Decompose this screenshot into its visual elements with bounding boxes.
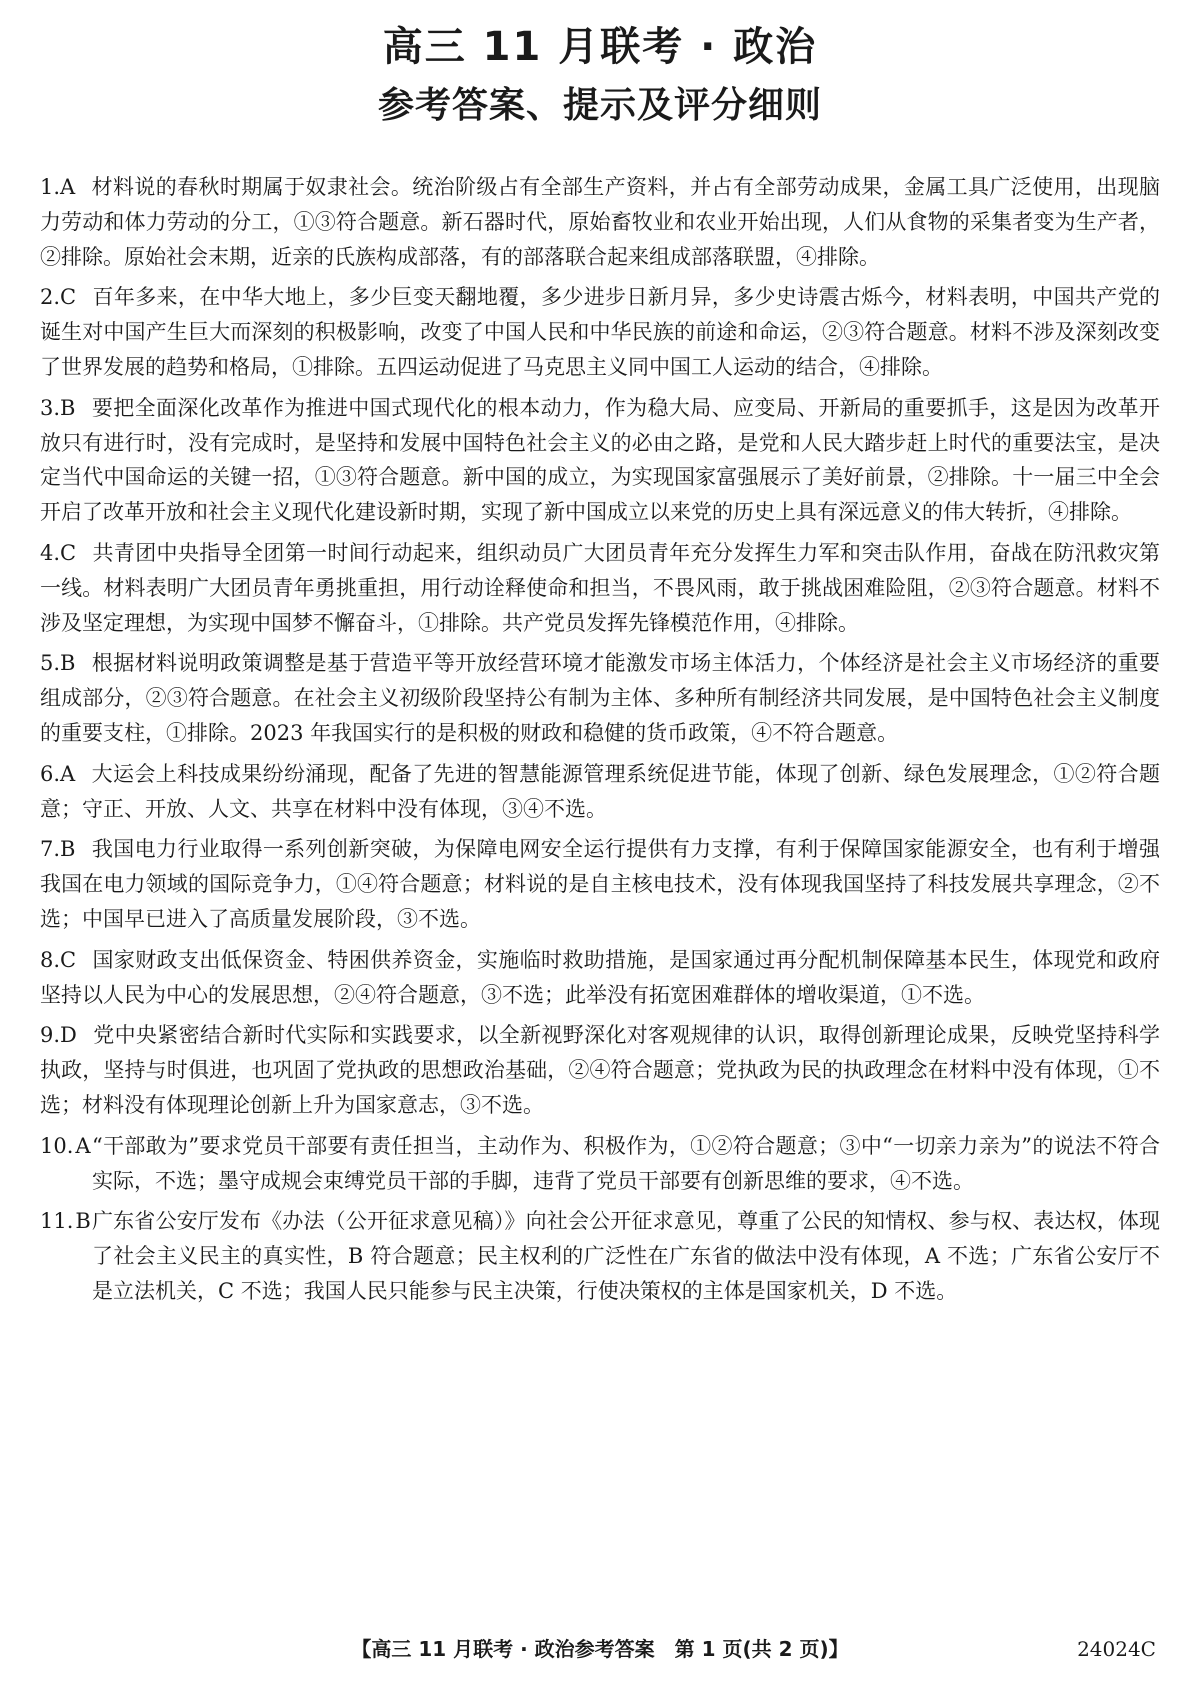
- footer-label: 【高三 11 月联考 · 政治参考答案 第 1 页(共 2 页)】: [351, 1637, 849, 1661]
- answer-letter: C: [60, 540, 77, 565]
- answer-item-3: [40, 391, 1160, 530]
- answer-letter: A: [75, 1133, 91, 1158]
- answer-letter: B: [60, 395, 76, 420]
- answer-item-9: [40, 1018, 1160, 1122]
- answer-explanation: 根据材料说明政策调整是基于营造平等开放经营环境才能激发市场主体活力，个体经济是社会主义市场经济的重要组成部分，②③符合题意。在社会主义初级阶段坚持公有制为主体、多种所有制经济共同发展，是中国特色社会主义制度的重要支柱，①排除。2023 年我国实行的是积极的财政和稳健的货币政策，④不符合题意。: [40, 651, 1160, 745]
- answer-item-7: [40, 832, 1160, 936]
- answer-letter: B: [75, 1209, 91, 1234]
- answer-number: 7.: [40, 837, 61, 862]
- answer-letter: D: [60, 1023, 77, 1048]
- answer-number: 4.: [40, 540, 61, 565]
- answer-explanation: 材料说的春秋时期属于奴隶社会。统治阶级占有全部生产资料，并占有全部劳动成果，金属工具广泛使用，出现脑力劳动和体力劳动的分工，①③符合题意。新石器时代，原始畜牧业和农业开始出现，人们从食物的采集者变为生产者，②排除。原始社会末期，近亲的氏族构成部落，有的部落联合起来组成部落联盟，④排除。: [40, 175, 1160, 269]
- answer-item-10: [40, 1129, 1160, 1199]
- answer-explanation: 党中央紧密结合新时代实际和实践要求，以全新视野深化对客观规律的认识，取得创新理论成果，反映党坚持科学执政，坚持与时俱进，也巩固了党执政的思想政治基础，②④符合题意；党执政为民的执政理念在材料中没有体现，①不选；材料没有体现理论创新上升为国家意志，③不选。: [40, 1023, 1160, 1117]
- answer-explanation: 共青团中央指导全团第一时间行动起来，组织动员广大团员青年充分发挥生力军和突击队作用，奋战在防汛救灾第一线。材料表明广大团员青年勇挑重担，用行动诠释使命和担当，不畏风雨，敢于挑战困难险阻，②③符合题意。材料不涉及坚定理想，为实现中国梦不懈奋斗，①排除。共产党员发挥先锋模范作用，④排除。: [40, 540, 1160, 635]
- answer-list: [40, 170, 1160, 1315]
- answer-number: 10.: [40, 1133, 74, 1158]
- answer-number: 1.: [40, 175, 61, 199]
- answer-letter: C: [60, 947, 77, 972]
- answer-explanation: 要把全面深化改革作为推进中国式现代化的根本动力，作为稳大局、应变局、开新局的重要抓手，这是因为改革开放只有进行时，没有完成时，是坚持和发展中国特色社会主义的必由之路，是党和人民大踏步赶上时代的重要法宝，是决定当代中国命运的关键一招，①③符合题意。新中国的成立，为实现国家富强展示了美好前景，②排除。十一届三中全会开启了改革开放和社会主义现代化建设新时期，实现了新中国成立以来党的历史上具有深远意义的伟大转折，④排除。: [40, 395, 1160, 525]
- page-title: 高三 11 月联考 · 政治: [382, 24, 818, 70]
- answer-explanation: “干部敢为”要求党员干部要有责任担当，主动作为、积极作为，①②符合题意；③中“一切亲力亲为”的说法不符合实际，不选；墨守成规会束缚党员干部的手脚，违背了党员干部要有创新思维的要求，④不选。: [92, 1133, 1160, 1193]
- answer-number: 9.: [40, 1023, 61, 1048]
- footer-code: 24024C: [1077, 1637, 1156, 1661]
- answer-number: 11.: [40, 1209, 74, 1234]
- answer-number: 6.: [40, 761, 61, 786]
- answer-letter: A: [60, 761, 76, 786]
- answer-number: 5.: [40, 651, 61, 676]
- answer-number: 8.: [40, 947, 61, 972]
- page-subtitle: 参考答案、提示及评分细则: [377, 85, 822, 126]
- answer-explanation: 广东省公安厅发布《办法（公开征求意见稿）》向社会公开征求意见，尊重了公民的知情权、参与权、表达权，体现了社会主义民主的真实性，B 符合题意；民主权利的广泛性在广东省的做法中没有体现，A 不选；广东省公安厅不是立法机关，C 不选；我国人民只能参与民主决策，行使决策权的主体是国家机关，D 不选。: [92, 1209, 1160, 1303]
- answer-number: 2.: [40, 285, 61, 310]
- answer-item-8: [40, 943, 1160, 1013]
- answer-explanation: 大运会上科技成果纷纷涌现，配备了先进的智慧能源管理系统促进节能，体现了创新、绿色发展理念，①②符合题意；守正、开放、人文、共享在材料中没有体现，③④不选。: [40, 761, 1160, 821]
- answer-letter: B: [60, 837, 76, 862]
- answer-item-1: [40, 170, 1160, 274]
- answer-item-11: [40, 1204, 1160, 1308]
- answer-number: 3.: [40, 395, 61, 420]
- answer-explanation: 百年多来，在中华大地上，多少巨变天翻地覆，多少进步日新月异，多少史诗震古烁今，材料表明，中国共产党的诞生对中国产生巨大而深刻的积极影响，改变了中国人民和中华民族的前途和命运，②③符合题意。材料不涉及深刻改变了世界发展的趋势和格局，①排除。五四运动促进了马克思主义同中国工人运动的结合，④排除。: [40, 285, 1160, 379]
- answer-item-5: [40, 646, 1160, 750]
- answer-item-6: [40, 757, 1160, 827]
- answer-explanation: 我国电力行业取得一系列创新突破，为保障电网安全运行提供有力支撑，有利于保障国家能源安全，也有利于增强我国在电力领域的国际竞争力，①④符合题意；材料说的是自主核电技术，没有体现我国坚持了科技发展共享理念，②不选；中国早已进入了高质量发展阶段，③不选。: [40, 837, 1160, 931]
- answer-item-2: [40, 280, 1160, 384]
- answer-head: [40, 1204, 92, 1308]
- answer-head: [40, 1129, 92, 1199]
- answer-explanation: 国家财政支出低保资金、特困供养资金，实施临时救助措施，是国家通过再分配机制保障基本民生，体现党和政府坚持以人民为中心的发展思想，②④符合题意，③不选；此举没有拓宽困难群体的增收渠道，①不选。: [40, 947, 1160, 1007]
- answer-item-4: [40, 536, 1160, 640]
- answer-letter: B: [60, 651, 76, 676]
- answer-letter: C: [60, 285, 77, 310]
- answer-letter: A: [60, 175, 76, 199]
